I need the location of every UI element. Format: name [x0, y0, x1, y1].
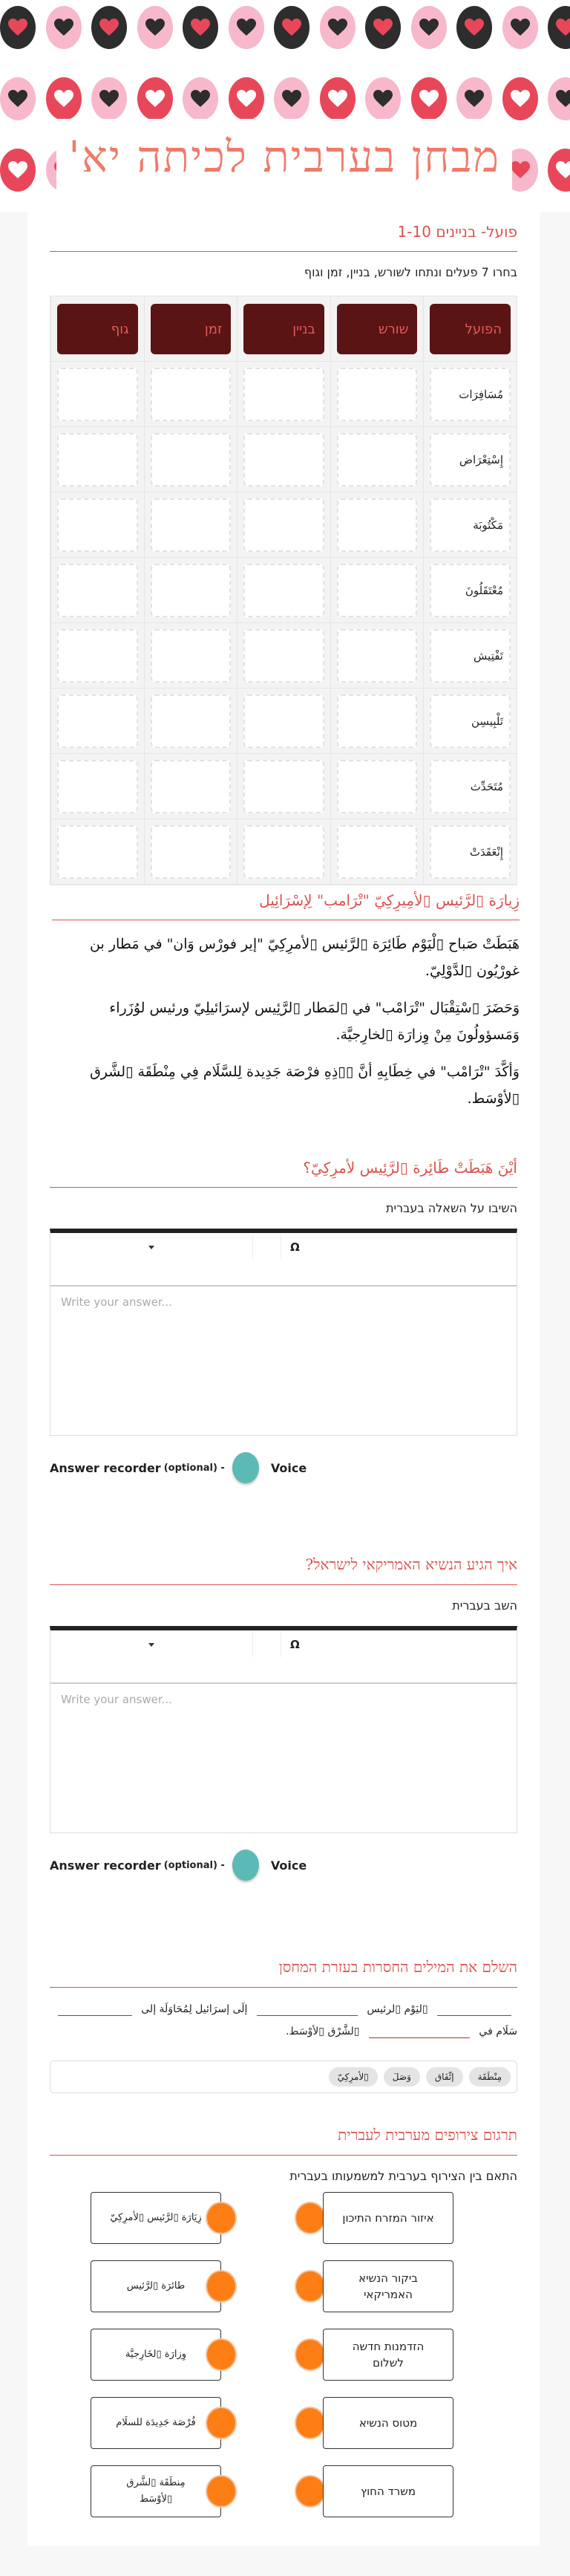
drop-zone-tense[interactable]: [151, 695, 232, 748]
table-cell: [237, 362, 330, 427]
connector-handle[interactable]: [206, 2270, 237, 2303]
table-cell: [144, 689, 238, 754]
table-cell: [237, 492, 330, 558]
table-cell: [50, 427, 144, 492]
heart-icon: [145, 19, 165, 36]
heart-dot: [320, 77, 356, 120]
record-voice-button[interactable]: [232, 1452, 259, 1483]
column-header-person[interactable]: גוף: [57, 304, 138, 354]
heart-icon: [8, 161, 27, 179]
heart-dot: [91, 6, 127, 49]
answer-editor: [50, 1229, 517, 1436]
table-cell: [423, 754, 517, 819]
drop-zone-tense[interactable]: [151, 629, 232, 683]
table-cell: [50, 558, 144, 623]
recorder-optional: (optional) -: [163, 1462, 225, 1474]
format-dropdown[interactable]: [50, 1632, 253, 1657]
drop-zone-person[interactable]: [57, 498, 138, 552]
answer-input[interactable]: [50, 1287, 517, 1432]
answer-recorder: [50, 1850, 517, 1881]
match-row: [50, 2192, 517, 2260]
drop-zone-root[interactable]: [337, 629, 418, 683]
table-cell: [50, 819, 144, 885]
connector-handle[interactable]: [295, 2338, 326, 2371]
heart-dot: [456, 6, 492, 49]
heart-dot: [137, 77, 173, 120]
blank-input[interactable]: [369, 2025, 470, 2038]
table-cell: [144, 623, 238, 689]
drop-zone-binyan[interactable]: [243, 629, 324, 683]
heart-dot: [411, 77, 447, 120]
word-chip[interactable]: وَصَلَ: [384, 2067, 420, 2087]
drop-zone-root[interactable]: [337, 695, 418, 748]
record-voice-button[interactable]: [232, 1850, 259, 1881]
column-header-tense[interactable]: זמן: [151, 304, 232, 354]
table-cell: [330, 558, 424, 623]
heart-icon: [54, 90, 73, 108]
heart-icon: [511, 19, 530, 36]
heart-icon: [282, 90, 301, 108]
word-chip[interactable]: ▯لأمرِكِيّ: [329, 2067, 378, 2087]
drop-zone-person[interactable]: [57, 760, 138, 813]
heart-dot: [548, 77, 570, 120]
heart-icon: [373, 19, 393, 36]
heart-icon: [511, 161, 530, 179]
drop-zone-binyan[interactable]: [243, 564, 324, 617]
question-2-section: [50, 1555, 517, 1881]
heart-icon: [8, 19, 27, 36]
table-cell: [144, 754, 238, 819]
drop-zone-binyan[interactable]: [243, 760, 324, 813]
heart-dot: [548, 6, 570, 49]
title-box: [56, 119, 512, 195]
table-cell: [423, 427, 517, 492]
heart-icon: [465, 90, 484, 108]
drop-zone-root[interactable]: [337, 498, 418, 552]
heart-icon: [556, 161, 570, 179]
blank-input[interactable]: [58, 2003, 132, 2016]
verbs-section: [50, 223, 517, 885]
heart-icon: [511, 90, 530, 108]
table-cell: [330, 819, 424, 885]
blank-input[interactable]: [437, 2003, 511, 2016]
drop-zone-root[interactable]: [337, 760, 418, 813]
table-cell: [50, 754, 144, 819]
editor-toolbar: [50, 1233, 517, 1287]
verb-card[interactable]: تَفْتِيش: [430, 629, 511, 683]
drop-zone-tense[interactable]: [151, 760, 232, 813]
question-1-instruction: השיבו על השאלה בעברית: [385, 1201, 517, 1215]
heart-dot: [365, 6, 401, 49]
match-row: [50, 2329, 517, 2397]
drop-zone-tense[interactable]: [151, 433, 232, 487]
heart-icon: [8, 90, 27, 108]
connector-handle[interactable]: [206, 2475, 237, 2508]
toolbar-button[interactable]: [253, 1235, 281, 1260]
table-cell: [237, 819, 330, 885]
table-cell: [330, 754, 424, 819]
hebrew-meaning-card[interactable]: איזור המזרח התיכון: [323, 2192, 453, 2244]
fill-text: [50, 1998, 517, 2043]
verbs-instruction: בחרו 7 פעלים ונתחו לשורש, בניין, זמן וגוף: [304, 265, 517, 279]
answer-input[interactable]: [50, 1684, 517, 1829]
heart-dot: [365, 77, 401, 120]
heart-icon: [54, 19, 73, 36]
editor-toolbar: [50, 1630, 517, 1684]
header-banner: [0, 0, 570, 212]
heart-icon: [237, 19, 256, 36]
heart-dot: [502, 77, 538, 120]
column-header-cell: [50, 296, 144, 362]
column-header-binyan[interactable]: בניין: [243, 304, 324, 354]
table-cell: [237, 558, 330, 623]
table-cell: [330, 362, 424, 427]
heart-icon: [465, 19, 484, 36]
table-cell: [144, 558, 238, 623]
drop-zone-root[interactable]: [337, 368, 418, 421]
table-cell: [144, 819, 238, 885]
drop-zone-person[interactable]: [57, 629, 138, 683]
table-cell: [423, 558, 517, 623]
page-title: מבחן בערבית לכיתה יא': [68, 131, 500, 182]
question-2-instruction: השב בעברית: [452, 1598, 517, 1613]
heart-icon: [419, 90, 439, 108]
match-row: [50, 2465, 517, 2534]
fill-blanks-section: [50, 1958, 517, 2093]
answer-recorder: [50, 1452, 517, 1483]
blank-input[interactable]: [257, 2003, 358, 2016]
recorder-label: Answer recorder: [50, 1460, 161, 1475]
hebrew-meaning-card[interactable]: הזדמנות חדשה לשלום: [323, 2329, 453, 2381]
heart-dot: [502, 6, 538, 49]
table-cell: [50, 689, 144, 754]
drop-zone-binyan[interactable]: [243, 368, 324, 421]
drop-zone-tense[interactable]: [151, 368, 232, 421]
heart-icon: [191, 90, 210, 108]
verbs-section-title: פועל- בניינים 1-10: [50, 223, 517, 252]
heart-dot: [274, 77, 309, 120]
heart-dot: [0, 149, 36, 192]
table-cell: [330, 689, 424, 754]
drop-zone-root[interactable]: [337, 564, 418, 617]
voice-label: Voice: [270, 1858, 307, 1873]
match-section-title: תרגום צירופים מערבית לעברית: [50, 2126, 517, 2156]
heart-icon: [419, 19, 439, 36]
match-instruction: התאם בין הצירוף בערבית למשמעותו בעברית: [289, 2169, 517, 2183]
table-cell: [237, 427, 330, 492]
column-header-cell: [330, 296, 424, 362]
verb-card[interactable]: تَلْبِيسِن: [430, 695, 511, 748]
table-cell: [144, 492, 238, 558]
drop-zone-person[interactable]: [57, 433, 138, 487]
caret-down-icon: [148, 1643, 154, 1647]
drop-zone-binyan[interactable]: [243, 498, 324, 552]
match-pairs: [50, 2192, 517, 2534]
heart-dot: [0, 77, 36, 120]
article-paragraph: هَبَطَتْ صَباح ▯لْيَوْم طَائِرَة ▯لرَّئيس ▯لأمرِكِيّ "إير فورْس وَان" في مَطار بن غورْيُون ▯لدَّوْلِيّ.: [90, 936, 520, 979]
drop-zone-root[interactable]: [337, 433, 418, 487]
table-cell: [423, 819, 517, 885]
verb-card[interactable]: مُسَافِرَات: [430, 368, 511, 421]
connector-handle[interactable]: [206, 2202, 237, 2234]
hebrew-meaning-card[interactable]: ביקור הנשיא האמריקאי: [323, 2260, 453, 2312]
question-1-section: [50, 1159, 517, 1483]
connector-handle[interactable]: [295, 2270, 326, 2303]
heart-dot: [229, 77, 264, 120]
table-cell: [330, 492, 424, 558]
toolbar-button[interactable]: [253, 1632, 281, 1657]
match-row: [50, 2260, 517, 2329]
table-cell: [423, 689, 517, 754]
arabic-phrase-card[interactable]: طائرَة ▯لرَّئيس: [91, 2260, 221, 2312]
match-row: [50, 2397, 517, 2465]
connector-handle[interactable]: [295, 2475, 326, 2508]
arabic-phrase-card[interactable]: فُرْصَة جَدِيدَة للسلَام: [91, 2397, 221, 2449]
hebrew-meaning-card[interactable]: משרד החוץ: [323, 2465, 453, 2517]
drop-zone-tense[interactable]: [151, 825, 232, 879]
fill-segment: ▯ليَوْم ▯لرئيس: [367, 2003, 428, 2015]
table-cell: [144, 362, 238, 427]
drop-zone-person[interactable]: [57, 564, 138, 617]
drop-zone-person[interactable]: [57, 695, 138, 748]
table-cell: [330, 623, 424, 689]
heart-icon: [191, 19, 210, 36]
quiz-card: [27, 196, 540, 2546]
special-characters-button[interactable]: Ω: [290, 1638, 300, 1651]
table-cell: [330, 427, 424, 492]
heart-icon: [145, 90, 165, 108]
fill-section-title: השלם את המילים החסרות בעזרת המחסן: [50, 1958, 517, 1988]
drop-zone-binyan[interactable]: [243, 825, 324, 879]
drop-zone-person[interactable]: [57, 825, 138, 879]
column-header-root[interactable]: שורש: [337, 304, 418, 354]
heart-icon: [328, 90, 347, 108]
drop-zone-tense[interactable]: [151, 498, 232, 552]
arabic-phrase-card[interactable]: وِزارَة ▯لخَارِجيَّة: [91, 2329, 221, 2381]
column-header-verb[interactable]: הפועל: [430, 304, 511, 354]
column-header-cell: [144, 296, 238, 362]
special-characters-button[interactable]: Ω: [290, 1240, 300, 1254]
heart-dot: [137, 6, 173, 49]
table-cell: [144, 427, 238, 492]
heart-icon: [373, 90, 393, 108]
heart-dot: [320, 6, 356, 49]
heart-dot: [548, 149, 570, 192]
answer-editor: [50, 1626, 517, 1833]
article-section: [52, 891, 520, 1112]
verb-card[interactable]: إِسْتِعْرَاض: [430, 433, 511, 487]
caret-down-icon: [148, 1246, 154, 1249]
heart-icon: [99, 19, 119, 36]
arabic-phrase-card[interactable]: زِيَارَة ▯لرَّئيس ▯لأمرِكِيّ: [91, 2192, 221, 2244]
recorder-label: Answer recorder: [50, 1858, 161, 1873]
connector-handle[interactable]: [206, 2338, 237, 2371]
heart-dot: [46, 77, 82, 120]
heart-icon: [237, 90, 256, 108]
table-cell: [50, 492, 144, 558]
table-cell: [237, 689, 330, 754]
question-2-title: איך הגיע הנשיא האמריקאי לישראל?: [50, 1555, 517, 1585]
table-cell: [237, 623, 330, 689]
heart-icon: [282, 19, 301, 36]
verb-card[interactable]: مُعْتَقَلُونَ: [430, 564, 511, 617]
article-paragraph: وَأكَّدَ "تْرَامْب" في خِطَابِهِ أنَّ ▯▯ذِهِ فرْصَة جَدِيدة لِلسَّلَام فِي مِنْطَقَة ▯لشَّرق ▯لأوْسَط.: [90, 1064, 520, 1107]
word-chip[interactable]: إتِّفَاق: [426, 2067, 463, 2087]
heart-dot: [91, 77, 127, 120]
verb-card[interactable]: مَكْتُوبَة: [430, 498, 511, 552]
article-title: زِيارَة ▯لرَّئيس ▯لأمِيرِكِيّ "تْرَامب" لِإسْرَائِيل: [52, 891, 520, 920]
fill-segment: ▯لشَّرْق ▯لأوْسَط.: [286, 2026, 360, 2037]
heart-dot: [456, 77, 492, 120]
drop-zone-person[interactable]: [57, 368, 138, 421]
heart-icon: [328, 19, 347, 36]
format-dropdown[interactable]: [50, 1235, 253, 1260]
table-cell: [50, 362, 144, 427]
drop-zone-tense[interactable]: [151, 564, 232, 617]
arabic-phrase-card[interactable]: مِنطَقَة ▯لشَّرق ▯لأوْسَط: [91, 2465, 221, 2517]
connector-handle[interactable]: [206, 2407, 237, 2439]
table-cell: [50, 623, 144, 689]
drop-zone-root[interactable]: [337, 825, 418, 879]
heart-icon: [99, 90, 119, 108]
voice-label: Voice: [270, 1460, 307, 1475]
table-cell: [423, 492, 517, 558]
table-cell: [237, 754, 330, 819]
verb-analysis-table: [50, 296, 517, 885]
connector-handle[interactable]: [295, 2202, 326, 2234]
fill-segment: سَلَام في: [479, 2026, 517, 2037]
heart-icon: [556, 90, 570, 108]
connector-handle[interactable]: [295, 2407, 326, 2439]
column-header-cell: [237, 296, 330, 362]
drop-zone-binyan[interactable]: [243, 433, 324, 487]
heart-dot: [0, 6, 36, 49]
matching-section: [50, 2126, 517, 2534]
verb-card[interactable]: إِنْعَقَدَتْ: [430, 825, 511, 879]
heart-dot: [411, 6, 447, 49]
table-cell: [423, 623, 517, 689]
verb-card[interactable]: مُتَحَدِّث: [430, 760, 511, 813]
hebrew-meaning-card[interactable]: מטוס הנשיא: [323, 2397, 453, 2449]
column-header-cell: [423, 296, 517, 362]
table-cell: [423, 362, 517, 427]
article-paragraph: وَحَضَرَ ▯سْتِقْبَال "تْرَامْب" في ▯لمَطار ▯لرَّئِيس لإسرَائيلِيّ ورئيس لوُزَراء وَمَسؤولُونَ مِنْ وِزارَة ▯لخارِجيَّة.: [109, 1000, 520, 1043]
heart-dot: [229, 6, 264, 49]
word-bank: [50, 2061, 517, 2093]
heart-dot: [183, 77, 218, 120]
recorder-optional: (optional) -: [163, 1859, 225, 1871]
fill-segment: إلَى إسرَائيل لِمُحَاوَلَة إلى: [141, 2003, 248, 2015]
word-chip[interactable]: مِنْطَقَة: [469, 2067, 511, 2087]
heart-dot: [274, 6, 309, 49]
heart-dot: [183, 6, 218, 49]
drop-zone-binyan[interactable]: [243, 695, 324, 748]
question-1-title: أيْنَ هَبَطَتْ طَائِرة ▯لرَّئِيس لأمرِكِيّ؟: [50, 1159, 517, 1188]
heart-dot: [46, 6, 82, 49]
heart-icon: [556, 19, 570, 36]
